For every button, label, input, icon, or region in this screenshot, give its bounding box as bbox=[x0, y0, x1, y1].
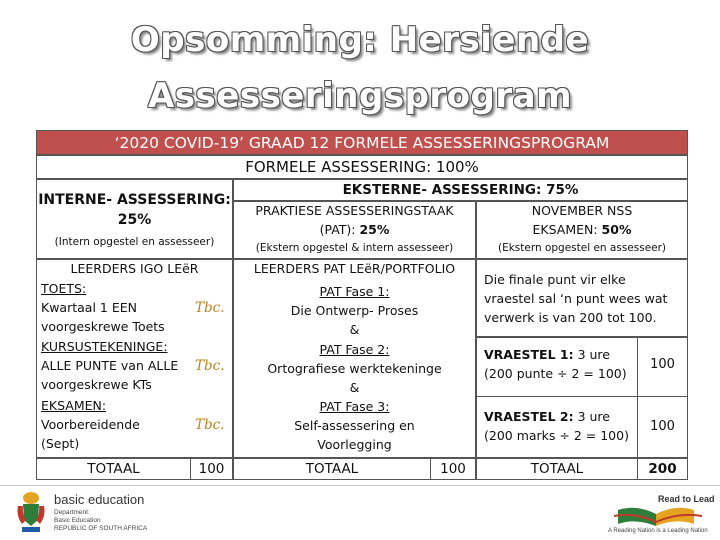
paper-2-value: 100 bbox=[650, 419, 675, 434]
internal-heading-1: INTERNE- ASSESSERING: bbox=[38, 192, 231, 208]
nss-heading-1: NOVEMBER NSS bbox=[531, 203, 633, 218]
toets-line-2: voorgeskrewe Toets bbox=[41, 319, 165, 334]
eks-value: Tbc. bbox=[195, 417, 225, 433]
pat-sub: (Ekstern opgestel & intern assesseer) bbox=[255, 242, 454, 254]
pat-fase-3-desc-1: Self-assessering en bbox=[294, 418, 415, 433]
kurs-label: KURSUSTEKENINGE: bbox=[41, 339, 168, 354]
paper-2-line-2: (200 marks ÷ 2 = 100) bbox=[484, 428, 629, 443]
kurs-line-2: voorgeskrewe KTs bbox=[41, 377, 152, 392]
page-title-line-2: Assesseringsprogram bbox=[147, 76, 573, 116]
pat-learners: LEERDERS PAT LEëR/PORTFOLIO bbox=[253, 261, 456, 276]
paper-2-line-1 bbox=[484, 409, 610, 424]
internal-sub: (Intern opgestel en assesseer) bbox=[54, 236, 215, 248]
internal-total-label: TOTAAL bbox=[87, 461, 140, 477]
nss-total-value: 200 bbox=[648, 461, 677, 477]
paper-1-line-1 bbox=[484, 347, 610, 362]
internal-heading-2: 25% bbox=[117, 212, 152, 228]
program-header-text: ‘2020 COVID-19’ GRAAD 12 FORMELE ASSESSERINGSPROGRAM bbox=[114, 133, 610, 152]
nss-note-1: Die finale punt vir elke bbox=[484, 272, 626, 287]
nss-note-2: vraestel sal ‘n punt wees wat bbox=[484, 291, 668, 306]
nss-weight: 50% bbox=[601, 222, 632, 237]
eks-line-2: (Sept) bbox=[41, 436, 80, 451]
basic-education-logo bbox=[14, 490, 194, 536]
read-to-lead-logo bbox=[604, 490, 716, 536]
program-header bbox=[36, 130, 688, 155]
toets-line-1: Kwartaal 1 EEN bbox=[41, 300, 137, 315]
eks-line-1: Voorbereidende bbox=[41, 417, 140, 432]
paper-2-duration: 3 ure bbox=[573, 409, 610, 424]
paper-1-line-2: (200 punte ÷ 2 = 100) bbox=[484, 366, 627, 381]
logo-left-line-4: REPUBLIC OF SOUTH AFRICA bbox=[54, 525, 148, 532]
pat-heading-1: PRAKTIESE ASSESSERINGSTAAK bbox=[255, 203, 454, 218]
pat-heading-2-prefix: (PAT): bbox=[319, 222, 360, 237]
nss-sub: (Ekstern opgestel en assesseer) bbox=[497, 242, 667, 254]
logo-right-line-2: A Reading Nation is a Leading Nation bbox=[608, 528, 708, 534]
toets-label: TOETS: bbox=[41, 281, 87, 296]
nss-heading-2 bbox=[476, 222, 688, 237]
pat-fase-1: PAT Fase 1: bbox=[319, 284, 390, 299]
pat-heading-2 bbox=[233, 222, 476, 237]
nss-total-label: TOTAAL bbox=[530, 461, 584, 477]
page-title-line-1: Opsomming: Hersiende bbox=[130, 20, 590, 60]
paper-1-value: 100 bbox=[650, 357, 675, 372]
logo-right-line-1: Read to Lead bbox=[658, 494, 715, 504]
paper-1-duration: 3 ure bbox=[573, 347, 610, 362]
kurs-line-1: ALLE PUNTE van ALLE bbox=[41, 358, 179, 373]
nss-heading-2-prefix: EKSAMEN: bbox=[532, 222, 602, 237]
pat-total-value: 100 bbox=[440, 461, 466, 477]
open-book-icon bbox=[604, 504, 714, 530]
paper-2-label: VRAESTEL 2: bbox=[484, 409, 574, 424]
pat-fase-1-desc: Die Ontwerp- Proses bbox=[290, 303, 419, 318]
formal-assessment-text: FORMELE ASSESSERING: 100% bbox=[245, 158, 479, 176]
pat-fase-2-desc: Ortografiese werktekeninge bbox=[267, 361, 442, 376]
internal-total-value: 100 bbox=[198, 461, 225, 477]
eks-label: EKSAMEN: bbox=[41, 398, 107, 413]
logo-left-line-2: Department: bbox=[54, 509, 90, 516]
pat-total-label: TOTAAL bbox=[305, 461, 359, 477]
pat-fase-3: PAT Fase 3: bbox=[319, 399, 390, 414]
pat-weight: 25% bbox=[359, 222, 390, 237]
pat-amp-1: & bbox=[349, 322, 360, 337]
toets-value: Tbc. bbox=[195, 300, 225, 316]
footer-divider bbox=[0, 485, 720, 486]
external-heading: EKSTERNE- ASSESSERING: 75% bbox=[342, 182, 579, 198]
internal-learners: LEERDERS IGO LEëR bbox=[70, 261, 199, 276]
coat-of-arms-icon bbox=[14, 490, 48, 534]
nss-note-3: verwerk is van 200 tot 100. bbox=[484, 310, 657, 325]
paper-2-cell bbox=[476, 396, 638, 458]
pat-amp-2: & bbox=[349, 380, 360, 395]
logo-left-line-1: basic education bbox=[54, 492, 145, 507]
logo-left-line-3: Basic Education bbox=[54, 517, 101, 524]
formal-assessment-row bbox=[36, 155, 688, 179]
paper-1-label: VRAESTEL 1: bbox=[484, 347, 574, 362]
kurs-value: Tbc. bbox=[195, 358, 225, 374]
pat-fase-3-desc-2: Voorlegging bbox=[317, 437, 392, 452]
pat-fase-2: PAT Fase 2: bbox=[319, 342, 390, 357]
